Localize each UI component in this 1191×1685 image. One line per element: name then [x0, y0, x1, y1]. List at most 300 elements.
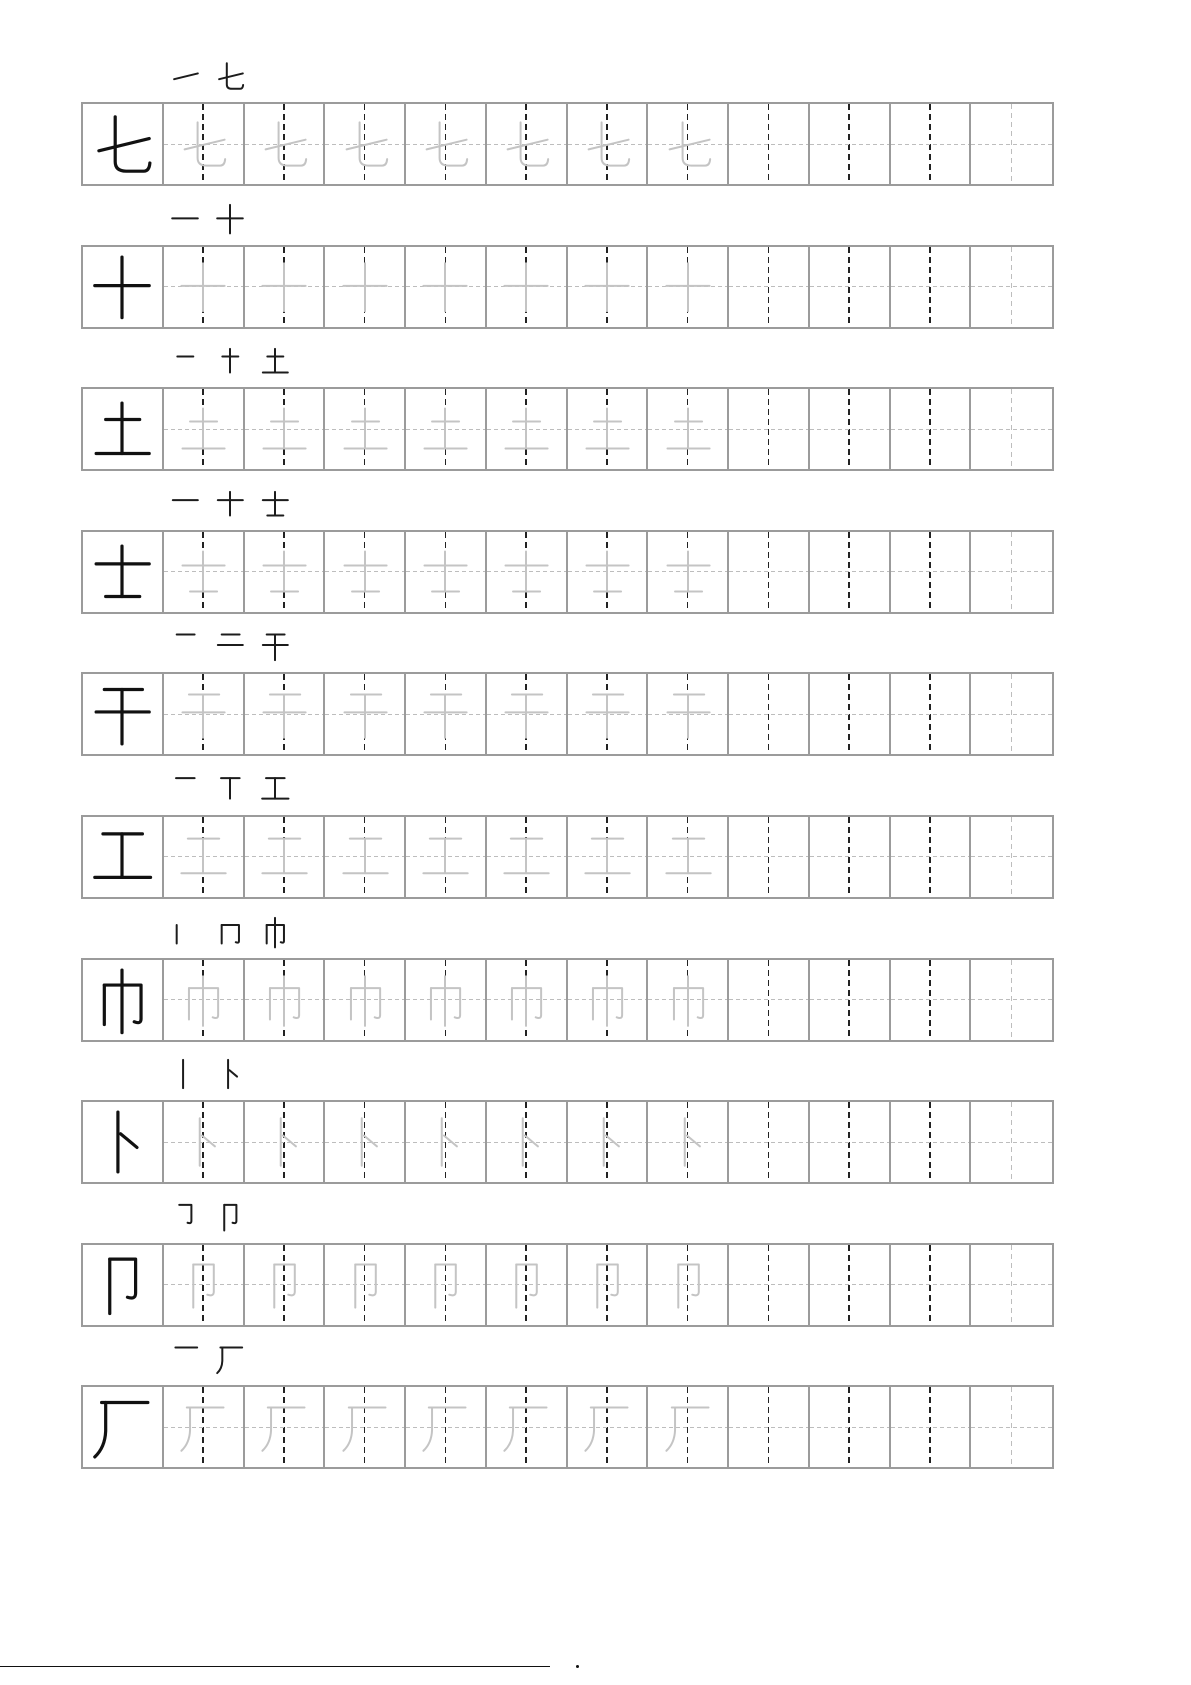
glyph-drawing [338, 1115, 392, 1169]
guide-horizontal [729, 571, 808, 572]
glyph-drawing [661, 1258, 715, 1312]
stroke-step [214, 203, 246, 235]
glyph-drawing [169, 60, 201, 92]
glyph-drawing [259, 773, 291, 805]
trace-cell [164, 1102, 245, 1182]
model-character [88, 1251, 156, 1319]
glyph-stroke [508, 140, 548, 150]
stroke-step [259, 345, 291, 377]
trace-character [499, 545, 553, 599]
glyph-stroke [99, 139, 149, 151]
trace-character [176, 973, 230, 1027]
trace-character [661, 1115, 715, 1169]
glyph-drawing [418, 973, 472, 1027]
glyph-drawing [169, 1201, 201, 1233]
stroke-order [81, 916, 1054, 958]
guide-horizontal [810, 571, 889, 572]
trace-cell [245, 960, 326, 1040]
glyph-drawing [88, 823, 156, 891]
guide-horizontal [729, 429, 808, 430]
trace-cell [164, 817, 245, 897]
trace-cell [648, 817, 729, 897]
blank-cell [729, 674, 810, 754]
glyph-drawing [580, 830, 634, 884]
trace-character [661, 260, 715, 314]
stroke-step [169, 345, 201, 377]
stroke-order [81, 488, 1054, 530]
trace-character [580, 402, 634, 456]
glyph-drawing [257, 1115, 311, 1169]
glyph-drawing [418, 545, 472, 599]
stroke-order [81, 1343, 1054, 1385]
trace-character [580, 260, 634, 314]
blank-cell [729, 389, 810, 469]
guide-horizontal [891, 1284, 970, 1285]
stroke-step [214, 773, 246, 805]
guide-horizontal [891, 1427, 970, 1428]
trace-cell [648, 1245, 729, 1325]
blank-cell [971, 104, 1052, 184]
glyph-drawing [499, 1400, 553, 1454]
trace-cell [487, 104, 568, 184]
practice-row [81, 345, 1054, 488]
glyph-drawing [176, 260, 230, 314]
blank-cell [729, 960, 810, 1040]
glyph-stroke [182, 1408, 191, 1451]
stroke-step [259, 488, 291, 520]
stroke-order [81, 1058, 1054, 1100]
glyph-drawing [580, 1400, 634, 1454]
glyph-drawing [257, 545, 311, 599]
practice-row [81, 1201, 1054, 1344]
glyph-drawing [176, 117, 230, 171]
glyph-drawing [338, 687, 392, 741]
trace-character [176, 545, 230, 599]
trace-character [580, 687, 634, 741]
trace-character [499, 1400, 553, 1454]
glyph-drawing [338, 545, 392, 599]
trace-character [499, 830, 553, 884]
trace-cell [325, 532, 406, 612]
guide-horizontal [810, 1142, 889, 1143]
trace-character [499, 402, 553, 456]
glyph-drawing [88, 110, 156, 178]
glyph-stroke [444, 1136, 457, 1147]
practice-grid [81, 102, 1054, 186]
blank-cell [729, 1387, 810, 1467]
trace-character [176, 1115, 230, 1169]
practice-row [81, 630, 1054, 773]
glyph-drawing [88, 1108, 156, 1176]
glyph-drawing [88, 1251, 156, 1319]
model-cell [83, 817, 164, 897]
blank-cell [891, 1387, 972, 1467]
blank-cell [891, 247, 972, 327]
trace-cell [325, 817, 406, 897]
stroke-order [81, 60, 1054, 102]
model-character [88, 538, 156, 606]
trace-character [661, 1258, 715, 1312]
practice-grid [81, 245, 1054, 329]
glyph-drawing [88, 538, 156, 606]
trace-character [257, 402, 311, 456]
trace-cell [487, 1102, 568, 1182]
guide-horizontal [729, 144, 808, 145]
glyph-stroke [110, 1259, 136, 1298]
model-cell [83, 247, 164, 327]
glyph-drawing [580, 402, 634, 456]
guide-horizontal [971, 1284, 1052, 1285]
stroke-step [169, 916, 201, 948]
trace-cell [487, 960, 568, 1040]
trace-character [499, 260, 553, 314]
glyph-stroke [687, 1136, 700, 1147]
blank-cell [729, 247, 810, 327]
blank-cell [891, 532, 972, 612]
glyph-stroke [283, 1136, 296, 1147]
trace-cell [648, 532, 729, 612]
trace-character [338, 830, 392, 884]
glyph-drawing [257, 1400, 311, 1454]
blank-cell [810, 1102, 891, 1182]
glyph-drawing [499, 973, 553, 1027]
practice-grid [81, 1385, 1054, 1469]
trace-character [338, 117, 392, 171]
practice-grid [81, 1243, 1054, 1327]
glyph-stroke [666, 1408, 675, 1451]
trace-character [176, 117, 230, 171]
model-character [88, 966, 156, 1034]
model-character [88, 110, 156, 178]
trace-character [176, 1400, 230, 1454]
guide-horizontal [729, 714, 808, 715]
glyph-drawing [661, 687, 715, 741]
guide-horizontal [810, 1284, 889, 1285]
glyph-drawing [169, 203, 201, 235]
trace-cell [648, 247, 729, 327]
glyph-stroke [179, 1205, 191, 1223]
blank-cell [810, 960, 891, 1040]
guide-horizontal [891, 571, 970, 572]
glyph-drawing [169, 773, 201, 805]
glyph-stroke [222, 925, 239, 943]
trace-character [418, 117, 472, 171]
trace-character [418, 687, 472, 741]
glyph-stroke [669, 140, 709, 150]
stroke-step [169, 1058, 201, 1090]
trace-cell [568, 960, 649, 1040]
glyph-stroke [346, 140, 386, 150]
guide-horizontal [810, 144, 889, 145]
guide-horizontal [810, 429, 889, 430]
trace-character [418, 830, 472, 884]
stroke-step [169, 1343, 201, 1375]
glyph-drawing [257, 117, 311, 171]
glyph-drawing [580, 260, 634, 314]
trace-character [499, 1115, 553, 1169]
glyph-drawing [418, 402, 472, 456]
guide-horizontal [891, 144, 970, 145]
glyph-drawing [214, 1343, 246, 1375]
glyph-drawing [169, 630, 201, 662]
glyph-stroke [224, 1205, 236, 1223]
trace-character [257, 830, 311, 884]
stroke-step [169, 203, 201, 235]
glyph-drawing [661, 1400, 715, 1454]
trace-character [176, 687, 230, 741]
blank-cell [810, 104, 891, 184]
glyph-drawing [499, 402, 553, 456]
blank-cell [810, 247, 891, 327]
glyph-stroke [606, 1136, 619, 1147]
trace-cell [648, 960, 729, 1040]
trace-cell [325, 389, 406, 469]
glyph-drawing [214, 60, 246, 92]
trace-character [499, 973, 553, 1027]
glyph-drawing [169, 488, 201, 520]
glyph-drawing [257, 973, 311, 1027]
glyph-drawing [338, 117, 392, 171]
blank-cell [891, 674, 972, 754]
blank-cell [971, 1102, 1052, 1182]
trace-character [661, 545, 715, 599]
blank-cell [971, 817, 1052, 897]
practice-grid [81, 530, 1054, 614]
stroke-order [81, 1201, 1054, 1243]
trace-character [338, 260, 392, 314]
glyph-stroke [589, 140, 629, 150]
glyph-drawing [418, 1115, 472, 1169]
blank-cell [891, 1245, 972, 1325]
glyph-drawing [214, 345, 246, 377]
glyph-stroke [198, 122, 226, 165]
model-cell [83, 674, 164, 754]
glyph-drawing [338, 260, 392, 314]
trace-cell [325, 1245, 406, 1325]
trace-cell [568, 1245, 649, 1325]
glyph-drawing [338, 402, 392, 456]
blank-cell [971, 960, 1052, 1040]
trace-cell [406, 1102, 487, 1182]
practice-grid [81, 958, 1054, 1042]
guide-horizontal [891, 286, 970, 287]
trace-cell [406, 532, 487, 612]
glyph-drawing [418, 687, 472, 741]
glyph-drawing [338, 973, 392, 1027]
glyph-stroke [505, 1408, 514, 1451]
model-cell [83, 1102, 164, 1182]
glyph-stroke [597, 1264, 618, 1295]
stroke-order [81, 203, 1054, 245]
blank-cell [891, 104, 972, 184]
trace-cell [325, 104, 406, 184]
practice-grid [81, 815, 1054, 899]
glyph-drawing [499, 117, 553, 171]
trace-cell [245, 674, 326, 754]
blank-cell [810, 817, 891, 897]
guide-horizontal [810, 999, 889, 1000]
glyph-stroke [217, 1348, 222, 1374]
glyph-drawing [661, 402, 715, 456]
glyph-drawing [259, 488, 291, 520]
stroke-step [169, 1201, 201, 1233]
trace-cell [245, 389, 326, 469]
guide-horizontal [971, 1142, 1052, 1143]
trace-character [176, 402, 230, 456]
model-cell [83, 532, 164, 612]
trace-character [499, 687, 553, 741]
glyph-stroke [521, 122, 549, 165]
glyph-stroke [516, 1264, 537, 1295]
trace-cell [568, 674, 649, 754]
glyph-drawing [661, 830, 715, 884]
stroke-step [169, 488, 201, 520]
stroke-step [169, 773, 201, 805]
glyph-drawing [580, 117, 634, 171]
blank-cell [971, 389, 1052, 469]
glyph-stroke [525, 1136, 538, 1147]
glyph-drawing [176, 973, 230, 1027]
trace-cell [648, 104, 729, 184]
glyph-stroke [682, 122, 710, 165]
glyph-stroke [278, 122, 306, 165]
stroke-step [214, 630, 246, 662]
glyph-drawing [176, 1115, 230, 1169]
trace-cell [568, 1102, 649, 1182]
trace-character [338, 973, 392, 1027]
trace-cell [487, 1245, 568, 1325]
trace-character [418, 1258, 472, 1312]
glyph-drawing [88, 966, 156, 1034]
trace-cell [406, 817, 487, 897]
trace-character [499, 117, 553, 171]
trace-cell [406, 1245, 487, 1325]
trace-character [418, 402, 472, 456]
glyph-drawing [259, 345, 291, 377]
model-cell [83, 389, 164, 469]
trace-cell [487, 1387, 568, 1467]
trace-cell [164, 674, 245, 754]
model-character [88, 1393, 156, 1461]
guide-horizontal [891, 429, 970, 430]
blank-cell [971, 247, 1052, 327]
model-character [88, 1108, 156, 1176]
glyph-drawing [88, 253, 156, 321]
practice-grid [81, 387, 1054, 471]
practice-row [81, 773, 1054, 916]
guide-horizontal [971, 856, 1052, 857]
trace-character [661, 687, 715, 741]
trace-character [257, 545, 311, 599]
guide-horizontal [729, 1142, 808, 1143]
trace-character [176, 1258, 230, 1312]
glyph-drawing [580, 687, 634, 741]
glyph-stroke [436, 1264, 457, 1295]
stroke-step [259, 773, 291, 805]
blank-cell [810, 674, 891, 754]
glyph-drawing [499, 260, 553, 314]
glyph-drawing [499, 545, 553, 599]
trace-cell [245, 1245, 326, 1325]
trace-cell [325, 960, 406, 1040]
guide-horizontal [971, 714, 1052, 715]
practice-grid [81, 672, 1054, 756]
model-cell [83, 1245, 164, 1325]
glyph-stroke [95, 1403, 106, 1457]
model-character [88, 680, 156, 748]
trace-cell [325, 247, 406, 327]
model-character [88, 823, 156, 891]
trace-character [418, 973, 472, 1027]
blank-cell [729, 1245, 810, 1325]
glyph-drawing [580, 545, 634, 599]
glyph-drawing [88, 680, 156, 748]
stroke-step [214, 60, 246, 92]
practice-row [81, 488, 1054, 631]
guide-horizontal [971, 1427, 1052, 1428]
trace-cell [245, 104, 326, 184]
trace-cell [568, 532, 649, 612]
trace-cell [406, 247, 487, 327]
glyph-stroke [424, 1408, 433, 1451]
glyph-drawing [176, 830, 230, 884]
trace-character [661, 117, 715, 171]
stroke-step [214, 345, 246, 377]
trace-character [418, 260, 472, 314]
stroke-step [214, 488, 246, 520]
trace-cell [648, 674, 729, 754]
trace-character [338, 545, 392, 599]
glyph-drawing [499, 1258, 553, 1312]
blank-cell [729, 1102, 810, 1182]
glyph-stroke [427, 140, 467, 150]
trace-character [580, 545, 634, 599]
trace-character [257, 260, 311, 314]
guide-horizontal [891, 856, 970, 857]
guide-horizontal [729, 286, 808, 287]
trace-character [580, 973, 634, 1027]
trace-character [257, 1400, 311, 1454]
glyph-drawing [259, 630, 291, 662]
trace-cell [648, 389, 729, 469]
glyph-stroke [678, 1264, 699, 1295]
glyph-drawing [214, 916, 246, 948]
glyph-stroke [185, 140, 225, 150]
guide-horizontal [891, 999, 970, 1000]
blank-cell [891, 960, 972, 1040]
stroke-order [81, 630, 1054, 672]
trace-character [580, 117, 634, 171]
glyph-drawing [338, 1400, 392, 1454]
glyph-stroke [193, 1264, 214, 1295]
glyph-drawing [259, 916, 291, 948]
guide-horizontal [729, 1427, 808, 1428]
guide-horizontal [810, 714, 889, 715]
glyph-drawing [214, 773, 246, 805]
trace-character [499, 1258, 553, 1312]
model-character [88, 253, 156, 321]
trace-cell [568, 817, 649, 897]
glyph-stroke [601, 122, 629, 165]
stroke-step [214, 1343, 246, 1375]
practice-row [81, 1058, 1054, 1201]
glyph-drawing [257, 687, 311, 741]
trace-character [257, 687, 311, 741]
glyph-drawing [88, 1393, 156, 1461]
trace-cell [164, 1245, 245, 1325]
guide-horizontal [971, 571, 1052, 572]
glyph-drawing [580, 1258, 634, 1312]
